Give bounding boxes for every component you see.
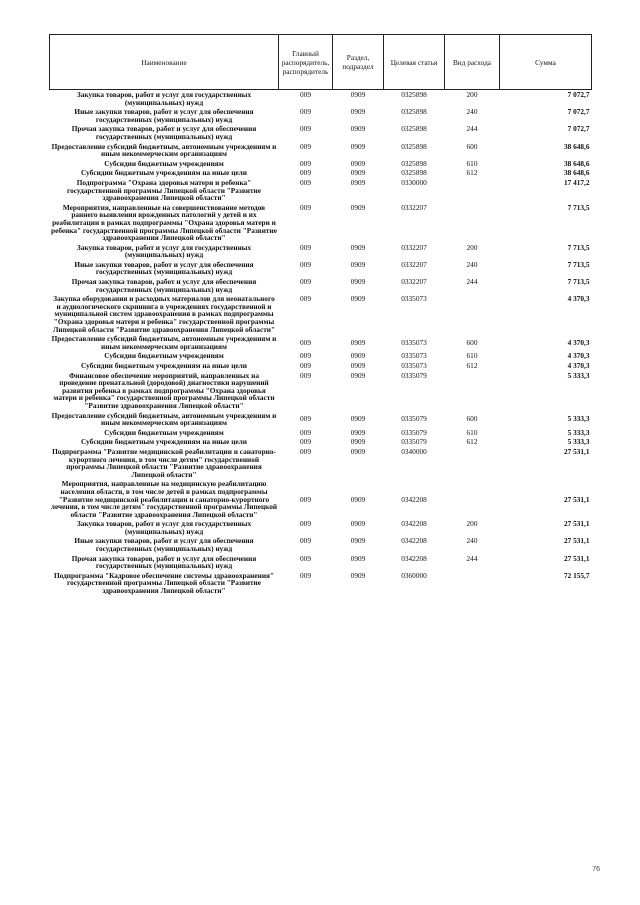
cell-section: 0909 [350,361,366,370]
cell-name: Субсидии бюджетным учреждениям на иные цели [81,361,247,370]
cell-sum: 5 333,3 [567,370,590,380]
cell-name: Прочая закупка товаров, работ и услуг для обеспечения государственных (муниципальных) нужд [71,277,257,294]
budget-table [49,34,592,596]
cell-sum: 7 713,5 [567,259,590,269]
cell-sum: 4 370,3 [567,338,590,348]
cell-target: 0335079 [401,414,427,424]
cell-name: Подпрограмма "Развитие медицинской реабилитации и санаторно-курортного лечения, в том числе детям" государственной программы Липецкой области "Развитие здравоохранения Липецкой области" [52,446,276,479]
cell-admin: 009 [300,427,311,437]
cell-sum: 5 333,3 [567,414,590,424]
header-admin: Главный распорядитель, распорядитель [279,35,333,90]
cell-admin: 009 [300,168,311,178]
cell-sum: 17 417,2 [563,177,590,187]
cell-target: 0335073 [401,351,427,361]
cell-expense: 612 [466,168,478,178]
table-row [50,203,592,243]
table-header-row [50,35,592,90]
cell-target: 0325898 [401,124,427,134]
table-row [50,277,592,294]
cell-name: Закупка товаров, работ и услуг для государственных (муниципальных) нужд [76,242,252,260]
cell-admin: 009 [300,338,311,348]
table-row [50,178,592,203]
cell-sum: 27 531,1 [563,446,590,456]
table-row [50,479,592,519]
table-row [50,371,592,411]
header-target: Целевая статья [384,35,445,90]
cell-name: Мероприятия, направленные на совершенствование методов раннего выявления врожденных патологий у детей и их реабилитации в рамках подпрограммы "Охрана здоровья матери и ребенка" государственной программы Липецкой области "Развитие здравоохранения Липецкой области" [51,202,277,243]
header-expense: Вид расхода [445,35,500,90]
budget-table-sheet [49,34,591,596]
cell-target: 0325898 [401,158,427,168]
table-row [50,437,592,447]
table-row [50,260,592,277]
cell-name: Предоставление субсидий бюджетным, автономным учреждениям и иным некоммерческим организациям [51,141,277,159]
cell-section: 0909 [350,370,366,380]
cell-section: 0909 [350,570,366,580]
cell-target: 0332207 [401,259,427,269]
cell-expense [445,294,500,334]
table-row [50,361,592,371]
cell-name: Предоставление субсидий бюджетным, автономным учреждениям и иным некоммерческим организациям [51,334,277,351]
cell-target: 0335079 [401,427,427,437]
cell-target: 0332207 [401,202,427,212]
cell-expense: 612 [466,361,478,370]
cell-admin: 009 [300,351,311,361]
cell-section: 0909 [350,294,366,304]
cell-name: Закупка товаров, работ и услуг для государственных (муниципальных) нужд [76,519,252,536]
cell-sum: 7 713,5 [567,242,590,252]
cell-admin: 009 [300,414,311,424]
cell-expense: 200 [466,519,478,529]
cell-target: 0325898 [401,141,427,151]
cell-admin: 009 [300,202,311,212]
cell-expense: 244 [466,124,478,134]
table-row [50,142,592,159]
cell-name: Предоставление субсидий бюджетным, автономным учреждениям и иным некоммерческим организациям [51,410,277,428]
table-row [50,554,592,571]
cell-sum: 27 531,1 [563,553,590,563]
header-sum: Сумма [500,35,592,90]
cell-target: 0330000 [401,177,427,187]
table-row [50,243,592,260]
cell-target: 0325898 [401,168,427,178]
table-row [50,168,592,178]
cell-expense [445,203,500,243]
cell-expense: 610 [466,351,478,361]
table-row [50,124,592,141]
cell-target: 0335079 [401,437,427,447]
cell-section: 0909 [350,242,366,252]
cell-section: 0909 [350,427,366,437]
cell-name: Подпрограмма "Кадровое обеспечение системы здравоохранения" государственной программы Липецкой области "Развитие здравоохранения Липецкой области" [53,570,275,596]
table-row [50,536,592,553]
cell-admin: 009 [300,177,311,187]
cell-name: Закупка товаров, работ и услуг для государственных (муниципальных) нужд [76,90,252,107]
cell-section: 0909 [350,338,366,348]
cell-expense: 244 [466,553,478,563]
cell-sum: 38 648,6 [563,158,590,168]
cell-expense: 600 [466,141,478,151]
cell-section: 0909 [350,553,366,563]
cell-admin: 009 [300,536,311,546]
header-name: Наименование [50,35,279,90]
cell-expense [445,571,500,596]
cell-target: 0325898 [401,107,427,117]
cell-admin: 009 [300,242,311,252]
table-row [50,159,592,169]
cell-expense: 240 [466,536,478,546]
cell-target: 0335073 [401,361,427,370]
cell-target: 0335073 [401,338,427,348]
cell-expense: 200 [466,242,478,252]
cell-section: 0909 [350,158,366,168]
cell-admin: 009 [300,446,311,456]
cell-admin: 009 [300,437,311,447]
cell-admin: 009 [300,259,311,269]
cell-name: Иные закупки товаров, работ и услуг для обеспечения государственных (муниципальных) нужд [74,259,254,277]
cell-name: Иные закупки товаров, работ и услуг для обеспечения государственных (муниципальных) нужд [74,536,254,554]
table-row [50,107,592,124]
cell-expense [445,371,500,411]
table-body [50,90,592,596]
cell-target: 0340000 [401,446,427,456]
cell-name: Закупка оборудования и расходных материалов для неонатального и аудиологического скрининга в учреждениях государственной и муниципальной систем здравоохранения в рамках подпрограммы "Охрана здоровья матери и ребенка" государственной программы Липецкой области "Развитие здравоохранения Липецкой области" [52,294,276,334]
cell-section: 0909 [350,202,366,212]
cell-name: Финансовое обеспечение мероприятий, направленных на проведение пренатальной (дородовой) диагностики нарушений развития ребенка в рамках подпрограммы "Охрана здоровья матери и ребенка" государственной программы Липецкой области "Развитие здравоохранения Липецкой области" [53,370,275,410]
table-row [50,428,592,438]
table-row [50,294,592,334]
cell-admin: 009 [300,553,311,563]
cell-sum: 27 531,1 [563,519,590,529]
cell-section: 0909 [350,124,366,134]
cell-sum: 4 370,3 [567,361,590,370]
cell-admin: 009 [300,370,311,380]
cell-name: Субсидии бюджетным учреждениям [104,158,224,168]
table-row [50,411,592,428]
cell-name: Субсидии бюджетным учреждениям на иные цели [81,168,247,178]
cell-sum: 7 072,7 [567,107,590,117]
cell-target: 0342208 [401,553,427,563]
cell-section: 0909 [350,259,366,269]
cell-expense: 600 [466,414,478,424]
cell-section: 0909 [350,494,366,504]
cell-name: Субсидии бюджетным учреждениям [104,351,224,361]
cell-expense: 240 [466,259,478,269]
cell-admin: 009 [300,277,311,287]
cell-section: 0909 [350,536,366,546]
header-section: Раздел, подраздел [333,35,384,90]
cell-admin: 009 [300,107,311,117]
cell-sum: 38 648,6 [563,141,590,151]
table-row [50,447,592,479]
cell-section: 0909 [350,351,366,361]
cell-admin: 009 [300,90,311,99]
cell-admin: 009 [300,158,311,168]
cell-expense: 244 [466,277,478,287]
cell-sum: 4 370,3 [567,351,590,361]
cell-expense [445,447,500,479]
cell-admin: 009 [300,494,311,504]
cell-name: Прочая закупка товаров, работ и услуг для обеспечения государственных (муниципальных) нужд [71,124,257,141]
table-row [50,90,592,108]
cell-target: 0335079 [401,370,427,380]
cell-sum: 38 648,6 [563,168,590,178]
cell-section: 0909 [350,519,366,529]
cell-name: Субсидии бюджетным учреждениям [104,427,224,437]
cell-sum: 27 531,1 [563,536,590,546]
table-row [50,519,592,536]
cell-name: Прочая закупка товаров, работ и услуг для обеспечения государственных (муниципальных) нужд [71,553,257,571]
cell-sum: 4 370,3 [567,294,590,304]
cell-section: 0909 [350,141,366,151]
cell-section: 0909 [350,90,366,99]
cell-section: 0909 [350,277,366,287]
cell-target: 0360000 [401,570,427,580]
page-number: 76 [592,866,600,873]
cell-admin: 009 [300,519,311,529]
cell-admin: 009 [300,141,311,151]
cell-section: 0909 [350,177,366,187]
cell-sum: 7 072,7 [567,124,590,134]
cell-section: 0909 [350,168,366,178]
cell-admin: 009 [300,294,311,304]
cell-sum: 5 333,3 [567,427,590,437]
cell-target: 0335073 [401,294,427,304]
cell-section: 0909 [350,414,366,424]
cell-target: 0332207 [401,277,427,287]
cell-section: 0909 [350,437,366,447]
cell-sum: 27 531,1 [563,494,590,504]
cell-expense: 610 [466,158,478,168]
cell-expense [445,479,500,519]
table-row [50,351,592,361]
cell-expense: 610 [466,427,478,437]
cell-section: 0909 [350,107,366,117]
cell-target: 0332207 [401,242,427,252]
cell-target: 0325898 [401,90,427,99]
cell-name: Иные закупки товаров, работ и услуг для обеспечения государственных (муниципальных) нужд [74,107,254,124]
cell-sum: 7 713,5 [567,277,590,287]
cell-admin: 009 [300,570,311,580]
cell-target: 0342208 [401,519,427,529]
cell-name: Субсидии бюджетным учреждениям на иные цели [81,437,247,447]
cell-expense: 240 [466,107,478,117]
cell-sum: 7 072,7 [567,90,590,99]
table-row [50,571,592,596]
cell-expense: 612 [466,437,478,447]
cell-expense: 200 [466,90,478,99]
cell-name: Подпрограмма "Охрана здоровья матери и ребенка" государственной программы Липецкой области "Развитие здравоохранения Липецкой области" [66,177,262,203]
cell-admin: 009 [300,124,311,134]
cell-sum: 7 713,5 [567,202,590,212]
cell-target: 0342208 [401,536,427,546]
cell-name: Мероприятия, направленные на медицинскую реабилитацию населения области, в том числе детей в рамках подпрограммы "Развитие медицинской реабилитации и санаторно-курортного лечения, в том числе детям" государственной программы Липецкой области "Развитие здравоохранения Липецкой области" [50,479,278,519]
table-row [50,334,592,351]
cell-expense [445,178,500,203]
cell-sum: 5 333,3 [567,437,590,447]
cell-target: 0342208 [401,494,427,504]
cell-sum: 72 155,7 [563,570,590,580]
cell-expense: 600 [466,338,478,348]
cell-section: 0909 [350,446,366,456]
cell-admin: 009 [300,361,311,370]
